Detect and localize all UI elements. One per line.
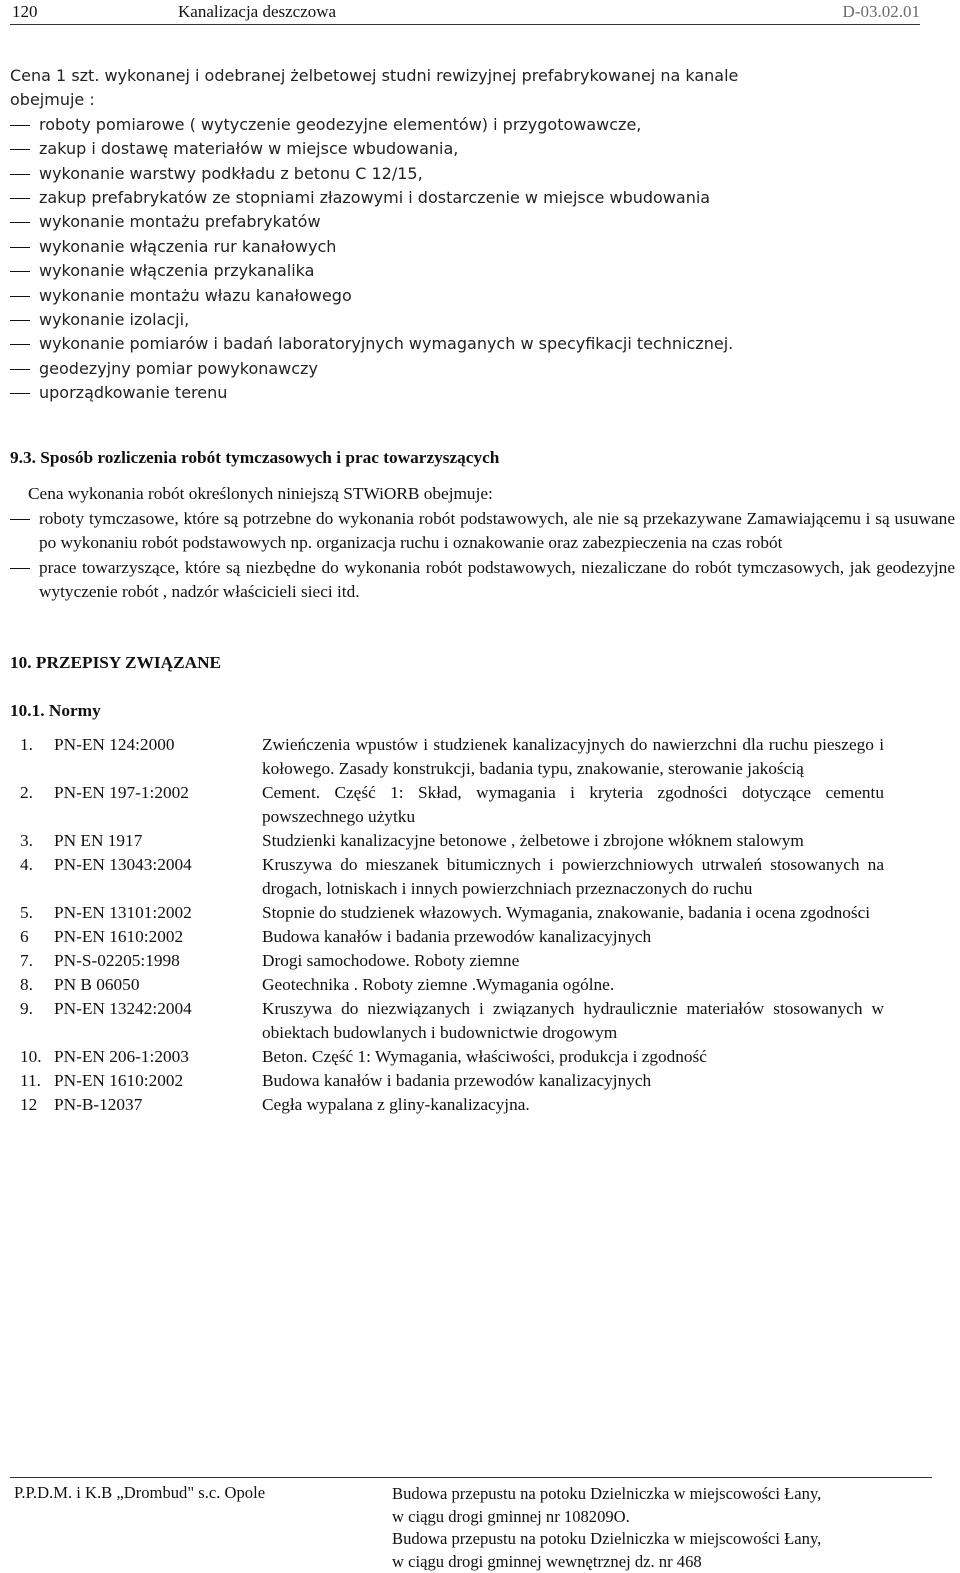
norm-code: PN-EN 124:2000 (54, 735, 175, 754)
project-line: w ciągu drogi gminnej nr 108209O. (392, 1506, 630, 1526)
price-description (10, 64, 955, 406)
norm-number: 11. (20, 1071, 41, 1090)
page-header (10, 0, 920, 25)
norms-list (14, 733, 884, 1117)
norm-title: Zwieńczenia wpustów i studzienek kanalizacyjnych do nawierzchni dla ruchu pieszego i kołowego. Zasady konstrukcji, badania typu, znakowanie, sterowanie jakością (262, 735, 884, 778)
norm-number: 9. (20, 999, 33, 1018)
norm-row (14, 973, 884, 997)
norm-row (14, 997, 884, 1045)
subsection-heading: 10.1. Normy (10, 701, 101, 721)
norm-title: Studzienki kanalizacyjne betonowe , żelbetowe i zbrojone włóknem stalowym (262, 831, 804, 850)
project-line: w ciągu drogi gminnej wewnętrznej dz. nr 468 (392, 1551, 702, 1571)
norm-row (14, 853, 884, 901)
norm-number: 1. (20, 735, 33, 754)
section-heading: 10. PRZEPISY ZWIĄZANE (10, 653, 222, 672)
norm-code: PN-EN 1610:2002 (54, 1071, 184, 1090)
page-number: 120 (12, 2, 38, 21)
norm-title: Cegła wypalana z gliny-kanalizacyjna. (262, 1095, 530, 1114)
norm-title: Kruszywa do mieszanek bitumicznych i powierzchniowych utrwaleń stosowanych na drogach, lotniskach i innych powierzchniach przeznaczonych do ruchu (262, 855, 884, 898)
norm-code: PN-EN 197-1:2002 (54, 783, 189, 802)
norm-row (14, 925, 884, 949)
norm-number: 10. (20, 1047, 42, 1066)
norm-row (14, 901, 884, 925)
list-item: prace towarzyszące, które są niezbędne do wykonania robót podstawowych, niezaliczane do robót tymczasowych, jak geodezyjne wytyczenie robót , nadzór właścicieli sieci itd. (10, 556, 955, 605)
norm-row (14, 829, 884, 853)
list-item: geodezyjny pomiar powykonawczy (10, 357, 955, 381)
list-item: wykonanie montażu prefabrykatów (10, 210, 955, 234)
page-footer (10, 1477, 932, 1571)
norm-number: 6 (20, 927, 29, 946)
intro-line-1: Cena 1 szt. wykonanej i odebranej żelbetowej studni rewizyjnej prefabrykowanej na kanale (10, 66, 739, 85)
norm-title: Budowa kanałów i badania przewodów kanalizacyjnych (262, 927, 652, 946)
norm-code: PN-EN 13101:2002 (54, 903, 192, 922)
norm-title: Kruszywa do niezwiązanych i związanych hydraulicznie materiałów stosowanych w obiektach budowlanych i budownictwie drogowym (262, 999, 884, 1042)
norm-row (14, 1069, 884, 1093)
norm-code: PN-S-02205:1998 (54, 951, 180, 970)
norm-title: Cement. Część 1: Skład, wymagania i kryteria zgodności dotyczące cementu powszechnego użytku (262, 783, 884, 826)
section-10 (10, 651, 955, 724)
norm-code: PN-EN 13043:2004 (54, 855, 192, 874)
list-item: wykonanie izolacji, (10, 308, 955, 332)
list-item: uporządkowanie terenu (10, 381, 955, 405)
norm-number: 3. (20, 831, 33, 850)
list-item: wykonanie włączenia przykanalika (10, 259, 955, 283)
list-item: wykonanie warstwy podkładu z betonu C 12/15, (10, 162, 955, 186)
norm-code: PN-B-12037 (54, 1095, 143, 1114)
project-line: Budowa przepustu na potoku Dzielniczka w miejscowości Łany, (392, 1484, 822, 1503)
list-item: wykonanie włączenia rur kanałowych (10, 235, 955, 259)
norm-title: Geotechnika . Roboty ziemne .Wymagania ogólne. (262, 975, 615, 994)
list-item: wykonanie montażu włazu kanałowego (10, 284, 955, 308)
norm-row (14, 1093, 884, 1117)
project-description (392, 1483, 821, 1573)
list-item: wykonanie pomiarów i badań laboratoryjnych wymaganych w specyfikacji technicznej. (10, 332, 955, 356)
norm-code: PN B 06050 (54, 975, 140, 994)
list-item: roboty tymczasowe, które są potrzebne do wykonania robót podstawowych, ale nie są przekazywane Zamawiającemu i są usuwane po wykonaniu robót podstawowych np. organizacja ruchu i oznakowanie oraz zabezpieczenia na czas robót (10, 507, 955, 556)
norm-row (14, 1045, 884, 1069)
norm-title: Beton. Część 1: Wymagania, właściwości, produkcja i zgodność (262, 1047, 707, 1066)
norm-code: PN EN 1917 (54, 831, 143, 850)
intro-line-2: obejmuje : (10, 90, 95, 110)
list-item: roboty pomiarowe ( wytyczenie geodezyjne elementów) i przygotowawcze, (10, 113, 955, 137)
list-item: zakup prefabrykatów ze stopniami złazowymi i dostarczenie w miejsce wbudowania (10, 186, 955, 210)
project-line: Budowa przepustu na potoku Dzielniczka w miejscowości Łany, (392, 1529, 822, 1548)
company-name: P.P.D.M. i K.B „Drombud" s.c. Opole (14, 1483, 266, 1502)
norm-number: 5. (20, 903, 33, 922)
section-heading: 9.3. Sposób rozliczenia robót tymczasowych i prac towarzyszących (10, 448, 500, 467)
norm-title: Stopnie do studzienek włazowych. Wymagania, znakowanie, badania i ocena zgodności (262, 903, 871, 922)
section-intro: Cena wykonania robót określonych niniejszą STWiORB obejmuje: (28, 484, 493, 504)
norm-number: 8. (20, 975, 33, 994)
norm-row (14, 949, 884, 973)
norm-row (14, 781, 884, 829)
header-title: Kanalizacja deszczowa (178, 2, 337, 21)
norm-code: PN-EN 206-1:2003 (54, 1047, 189, 1066)
norm-code: PN-EN 1610:2002 (54, 927, 184, 946)
norm-code: PN-EN 13242:2004 (54, 999, 192, 1018)
norm-number: 12 (20, 1095, 38, 1114)
list-item: zakup i dostawę materiałów w miejsce wbudowania, (10, 137, 955, 161)
norm-title: Drogi samochodowe. Roboty ziemne (262, 951, 520, 970)
norm-row (14, 733, 884, 781)
document-code: D-03.02.01 (842, 2, 920, 21)
norm-number: 7. (20, 951, 33, 970)
norm-number: 2. (20, 783, 33, 802)
norm-number: 4. (20, 855, 33, 874)
section-9-3 (10, 446, 955, 604)
norm-title: Budowa kanałów i badania przewodów kanalizacyjnych (262, 1071, 652, 1090)
